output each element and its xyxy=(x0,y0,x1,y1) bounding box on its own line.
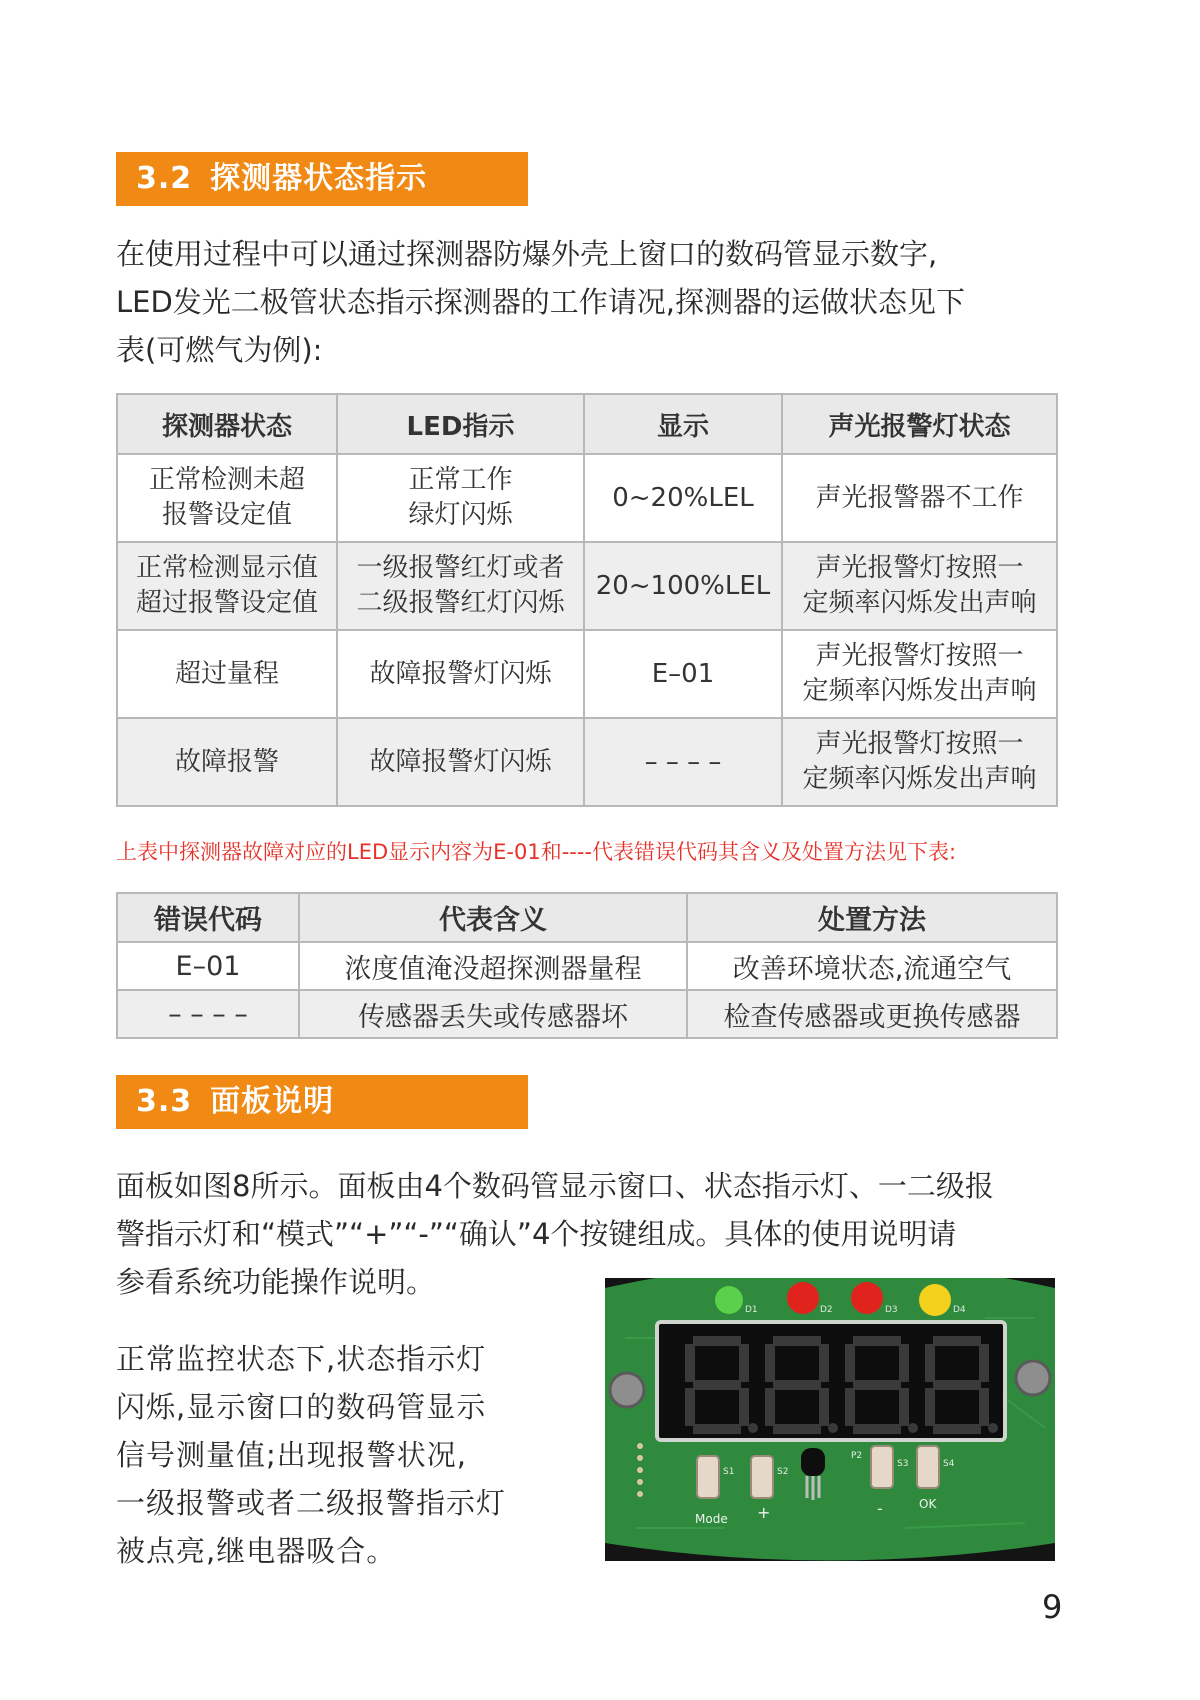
column-header: 错误代码 xyxy=(117,893,299,942)
plus-label: + xyxy=(757,1503,771,1522)
board-label: P2 xyxy=(851,1451,863,1461)
button-label: S4 xyxy=(943,1459,955,1469)
table-cell: 故障报警灯闪烁 xyxy=(337,718,584,806)
panel-line: 面板如图8所示。面板由4个数码管显示窗口、状态指示灯、一二级报 xyxy=(116,1169,994,1203)
cell-line: 声光报警灯按照一 xyxy=(815,553,1024,583)
monitor-line: 正常监控状态下,状态指示灯 xyxy=(116,1342,487,1376)
cell-line: 声光报警器不工作 xyxy=(815,482,1024,513)
screw-icon xyxy=(1016,1361,1050,1395)
table-cell: 浓度值淹没超探测器量程 xyxy=(299,942,687,990)
table-header-row xyxy=(117,893,1057,942)
table-header-row xyxy=(117,394,1057,454)
table-cell: 0~20%LEL xyxy=(584,454,782,542)
table-cell: E–01 xyxy=(584,630,782,718)
table-cell xyxy=(782,542,1057,630)
table-cell: 改善环境状态,流通空气 xyxy=(687,942,1057,990)
ok-label: OK xyxy=(919,1497,937,1511)
table-cell xyxy=(117,454,337,542)
intro-paragraph xyxy=(116,230,965,374)
table-cell xyxy=(782,718,1057,806)
cell-line: 绿灯闪烁 xyxy=(408,500,513,530)
button-label: S3 xyxy=(897,1459,909,1469)
table-cell: E–01 xyxy=(117,942,299,990)
cell-line: 正常检测未超 xyxy=(148,465,305,495)
button-label: S2 xyxy=(777,1467,789,1477)
column-header: 处置方法 xyxy=(687,893,1057,942)
section-title: 探测器状态指示 xyxy=(210,161,428,196)
panel-line: 参看系统功能操作说明。 xyxy=(116,1265,436,1299)
column-header: 声光报警灯状态 xyxy=(782,394,1057,454)
plus-button xyxy=(751,1456,773,1498)
table-row xyxy=(117,542,1057,630)
mode-button xyxy=(697,1456,719,1498)
red-led-icon xyxy=(851,1282,883,1314)
cell-line: 声光报警灯按照一 xyxy=(815,729,1024,759)
cell-line: 定频率闪烁发出声响 xyxy=(802,764,1037,794)
table-cell: – – – – xyxy=(117,990,299,1038)
minus-button xyxy=(871,1446,893,1488)
section-header-3-3 xyxy=(116,1075,528,1129)
cell-line: 超过报警设定值 xyxy=(135,588,318,618)
table-row xyxy=(117,942,1057,990)
cell-line: 定频率闪烁发出声响 xyxy=(802,676,1037,706)
column-header: 显示 xyxy=(584,394,782,454)
section-title: 面板说明 xyxy=(210,1084,335,1119)
panel-photo xyxy=(605,1278,1055,1561)
cell-line: 正常检测显示值 xyxy=(135,553,318,583)
table-cell: 故障报警灯闪烁 xyxy=(337,630,584,718)
monitor-line: 一级报警或者二级报警指示灯 xyxy=(116,1486,507,1520)
table-cell xyxy=(337,542,584,630)
green-led-icon xyxy=(715,1286,743,1314)
table-cell xyxy=(117,542,337,630)
table-cell xyxy=(782,454,1057,542)
section-number: 3.2 xyxy=(136,161,193,196)
cell-line: 报警设定值 xyxy=(161,500,292,530)
led-label: D4 xyxy=(953,1305,966,1315)
table-row xyxy=(117,454,1057,542)
led-label: D3 xyxy=(885,1305,898,1315)
panel-line: 警指示灯和“模式”“+”“-”“确认”4个按键组成。具体的使用说明请 xyxy=(116,1217,957,1251)
section-header-3-2 xyxy=(116,152,528,206)
monitor-line: 闪烁,显示窗口的数码管显示 xyxy=(116,1390,487,1424)
led-label: D1 xyxy=(745,1305,758,1315)
table-row xyxy=(117,630,1057,718)
monitor-paragraph xyxy=(116,1335,506,1575)
column-header: LED指示 xyxy=(337,394,584,454)
intro-line: 表(可燃气为例): xyxy=(116,333,323,367)
table-cell xyxy=(782,630,1057,718)
pcb-illustration xyxy=(605,1278,1055,1561)
section-number: 3.3 xyxy=(136,1084,193,1119)
intro-line: LED发光二极管状态指示探测器的工作请况,探测器的运做状态见下 xyxy=(116,285,966,319)
column-header: 代表含义 xyxy=(299,893,687,942)
table-cell: 超过量程 xyxy=(117,630,337,718)
table-cell: 检查传感器或更换传感器 xyxy=(687,990,1057,1038)
table-cell: 传感器丢失或传感器坏 xyxy=(299,990,687,1038)
table-cell: 20~100%LEL xyxy=(584,542,782,630)
error-code-table xyxy=(116,892,1058,1039)
column-header: 探测器状态 xyxy=(117,394,337,454)
ir-sensor xyxy=(801,1448,825,1476)
error-code-note: 上表中探测器故障对应的LED显示内容为E-01和----代表错误代码其含义及处置方法见下表: xyxy=(116,840,957,864)
cell-line: 一级报警红灯或者 xyxy=(356,553,565,583)
table-row xyxy=(117,990,1057,1038)
button-label: S1 xyxy=(723,1467,735,1477)
mode-label: Mode xyxy=(695,1512,728,1526)
led-label: D2 xyxy=(820,1305,833,1315)
cell-line: 声光报警灯按照一 xyxy=(815,641,1024,671)
table-cell: – – – – xyxy=(584,718,782,806)
red-led-icon xyxy=(787,1282,819,1314)
table-cell: 故障报警 xyxy=(117,718,337,806)
table-row xyxy=(117,718,1057,806)
cell-line: 正常工作 xyxy=(408,465,513,495)
status-table xyxy=(116,393,1058,807)
page-number: 9 xyxy=(1042,1588,1063,1626)
ok-button xyxy=(917,1446,939,1488)
intro-line: 在使用过程中可以通过探测器防爆外壳上窗口的数码管显示数字, xyxy=(116,237,938,271)
cell-line: 二级报警红灯闪烁 xyxy=(356,588,565,618)
minus-label: - xyxy=(877,1499,883,1518)
monitor-line: 被点亮,继电器吸合。 xyxy=(116,1534,397,1568)
monitor-line: 信号测量值;出现报警状况, xyxy=(116,1438,467,1472)
cell-line: 定频率闪烁发出声响 xyxy=(802,588,1037,618)
yellow-led-icon xyxy=(919,1284,951,1316)
screw-icon xyxy=(610,1373,644,1407)
table-cell xyxy=(337,454,584,542)
